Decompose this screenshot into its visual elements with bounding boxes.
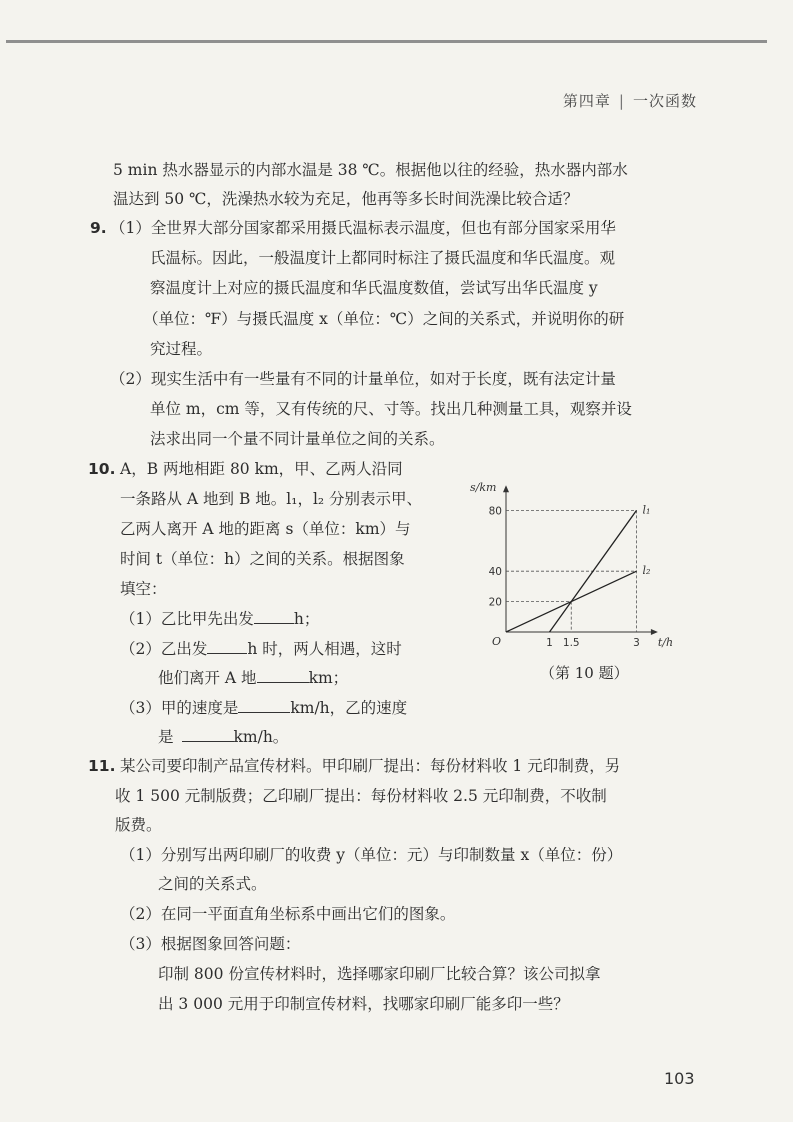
subquestion-text: h； bbox=[293, 610, 320, 628]
subquestion-text: 是 bbox=[158, 728, 174, 746]
text-line bbox=[120, 639, 402, 659]
text-line: 之间的关系式。 bbox=[158, 875, 267, 893]
text-line: 乙两人离开 A 地的距离 s（单位：km）与 bbox=[120, 520, 411, 538]
problem-number: 9. bbox=[90, 219, 107, 237]
text-line: （1）分别写出两印刷厂的收费 y（单位：元）与印制数量 x（单位：份） bbox=[120, 846, 623, 864]
answer-blank[interactable] bbox=[238, 698, 290, 713]
y-tick-label: 40 bbox=[488, 566, 502, 579]
text-line: 5 min 热水器显示的内部水温是 38 ℃。根据他以往的经验，热水器内部水 bbox=[113, 161, 628, 179]
subquestion-text: h 时，两人相遇，这时 bbox=[247, 640, 402, 658]
text-line: 单位 m，cm 等，又有传统的尺、寸等。找出几种测量工具，观察并设 bbox=[150, 400, 632, 418]
x-axis-arrow bbox=[651, 629, 658, 635]
text-line: 究过程。 bbox=[150, 340, 213, 358]
text-line: 收 1 500 元制版费；乙印刷厂提出：每份材料收 2.5 元印制费，不收制 bbox=[115, 787, 607, 805]
answer-blank[interactable] bbox=[182, 727, 234, 742]
subquestion-text: （1）乙比甲先出发 bbox=[120, 610, 254, 628]
series-label: l₂ bbox=[642, 564, 651, 578]
text-line: （2）在同一平面直角坐标系中画出它们的图象。 bbox=[120, 905, 456, 923]
text-line: （3）根据图象回答问题： bbox=[120, 935, 301, 953]
origin-label: O bbox=[492, 635, 502, 648]
chapter-title: 一次函数 bbox=[632, 92, 697, 110]
y-tick-label: 20 bbox=[488, 596, 502, 609]
text-line: 填空： bbox=[120, 580, 167, 598]
text-line bbox=[120, 698, 407, 718]
text-line: 察温度计上对应的摄氏温度和华氏温度数值，尝试写出华氏温度 y bbox=[150, 279, 598, 297]
x-tick-label: 1 bbox=[546, 637, 553, 649]
x-tick-label: 3 bbox=[633, 637, 640, 649]
text-line: 一条路从 A 地到 B 地。l₁，l₂ 分别表示甲、 bbox=[120, 490, 423, 508]
x-axis-label: t/h bbox=[657, 636, 674, 649]
header-separator: | bbox=[618, 92, 625, 110]
text-line bbox=[120, 609, 319, 629]
distance-time-graph bbox=[466, 466, 706, 666]
text-line: 法求出同一个量不同计量单位之间的关系。 bbox=[150, 430, 445, 448]
y-tick-label: 80 bbox=[488, 505, 502, 518]
text-line: 温达到 50 ℃，洗澡热水较为充足，他再等多长时间洗澡比较合适？ bbox=[113, 190, 579, 208]
y-axis-label: s/km bbox=[470, 481, 497, 495]
top-rule bbox=[6, 40, 767, 43]
problem-number: 11. bbox=[88, 757, 116, 775]
y-axis-arrow bbox=[503, 485, 509, 492]
x-tick-label: 1.5 bbox=[562, 637, 580, 649]
text-line bbox=[158, 727, 288, 747]
answer-blank[interactable] bbox=[257, 668, 309, 683]
text-line: 时间 t（单位：h）之间的关系。根据图象 bbox=[120, 550, 405, 568]
text-line bbox=[158, 668, 348, 688]
text-line: 印制 800 份宣传材料时，选择哪家印刷厂比较合算？该公司拟拿 bbox=[158, 965, 601, 983]
problem-number: 10. bbox=[88, 460, 116, 478]
answer-blank[interactable] bbox=[254, 609, 294, 624]
answer-blank[interactable] bbox=[207, 639, 247, 654]
subquestion-text: km； bbox=[308, 669, 349, 687]
page-number: 103 bbox=[664, 1069, 695, 1088]
text-line: 出 3 000 元用于印制宣传材料，找哪家印刷厂能多印一些？ bbox=[158, 995, 569, 1013]
running-header bbox=[563, 90, 697, 111]
series-label: l₁ bbox=[642, 503, 651, 517]
subquestion-text: （3）甲的速度是 bbox=[120, 699, 239, 717]
text-line: （单位：℉）与摄氏温度 x（单位：℃）之间的关系式，并说明你的研 bbox=[143, 310, 625, 328]
figure-caption: （第 10 题） bbox=[540, 664, 629, 682]
text-line: 氏温标。因此，一般温度计上都同时标注了摄氏温度和华氏温度。观 bbox=[150, 249, 616, 267]
text-line: 版费。 bbox=[115, 816, 162, 834]
text-line: （2）现实生活中有一些量有不同的计量单位，如对于长度，既有法定计量 bbox=[110, 370, 616, 388]
subquestion-text: km/h，乙的速度 bbox=[290, 699, 408, 717]
subquestion-text: km/h。 bbox=[233, 728, 289, 746]
text-line: A，B 两地相距 80 km，甲、乙两人沿同 bbox=[120, 460, 403, 478]
text-line: 某公司要印制产品宣传材料。甲印刷厂提出：每份材料收 1 元印制费，另 bbox=[120, 757, 621, 775]
chapter-label: 第四章 bbox=[562, 92, 611, 110]
subquestion-text: 他们离开 A 地 bbox=[158, 669, 257, 687]
subquestion-text: （2）乙出发 bbox=[120, 640, 208, 658]
text-line: （1）全世界大部分国家都采用摄氏温标表示温度，但也有部分国家采用华 bbox=[110, 219, 616, 237]
